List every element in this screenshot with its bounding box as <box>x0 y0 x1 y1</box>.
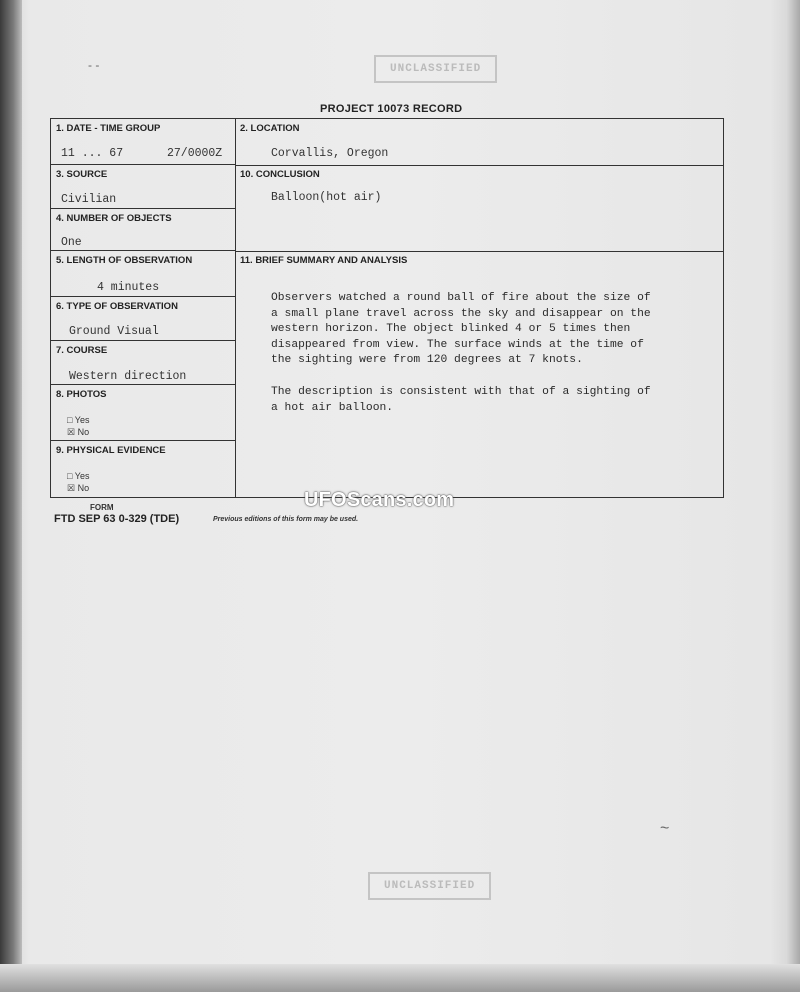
record-form <box>50 118 724 498</box>
ghost-stamp-top: UNCLASSIFIED <box>374 55 497 83</box>
type-of-observation-cell <box>51 297 235 341</box>
date-time-group-label: 1. DATE - TIME GROUP <box>56 123 161 134</box>
length-of-observation-label: 5. LENGTH OF OBSERVATION <box>56 255 193 266</box>
number-of-objects-label: 4. NUMBER OF OBJECTS <box>56 213 172 224</box>
physical-evidence-yes-checkbox: □ Yes <box>67 471 90 481</box>
summary-cell <box>235 251 723 497</box>
pen-mark: ~ <box>660 820 670 837</box>
time-value: 27/0000Z <box>167 147 223 160</box>
scan-right-edge <box>786 0 800 992</box>
source-value: Civilian <box>61 193 117 206</box>
type-of-observation-label: 6. TYPE OF OBSERVATION <box>56 301 178 312</box>
source-label: 3. SOURCE <box>56 169 108 180</box>
number-of-objects-value: One <box>61 236 82 249</box>
footer-form-word: FORM <box>90 503 114 512</box>
length-of-observation-value: 4 minutes <box>97 281 160 294</box>
date-value: 11 ... 67 <box>61 147 124 160</box>
physical-evidence-no-checkbox: ☒ No <box>67 483 90 493</box>
course-value: Western direction <box>69 370 187 383</box>
location-value: Corvallis, Oregon <box>271 147 389 160</box>
location-cell <box>235 119 723 166</box>
ghost-stamp-bottom: UNCLASSIFIED <box>368 872 491 900</box>
photos-label: 8. PHOTOS <box>56 389 107 400</box>
conclusion-cell <box>235 165 723 252</box>
footer-note: Previous editions of this form may be used. <box>213 516 359 523</box>
physical-evidence-label: 9. PHYSICAL EVIDENCE <box>56 445 166 456</box>
summary-paragraph-2: The description is consistent with that of a sighting of a hot air balloon. <box>271 386 651 414</box>
summary-label: 11. BRIEF SUMMARY AND ANALYSIS <box>240 255 408 266</box>
photos-yes-checkbox: □ Yes <box>67 415 90 425</box>
source-cell <box>51 165 235 209</box>
footer-form-code: FTD SEP 63 0-329 (TDE) <box>54 513 180 525</box>
type-of-observation-value: Ground Visual <box>69 325 159 338</box>
length-of-observation-cell <box>51 251 235 297</box>
physical-evidence-cell <box>51 441 235 497</box>
number-of-objects-cell <box>51 209 235 251</box>
course-label: 7. COURSE <box>56 345 108 356</box>
date-time-group-cell <box>51 119 235 165</box>
scan-bottom-shade <box>0 964 800 992</box>
location-label: 2. LOCATION <box>240 123 300 134</box>
summary-paragraph-1: Observers watched a round ball of fire about the size of a small plane travel across the sky and disappear on the western horizon. The object blinked 4 or 5 times then disappeared from view. The surface winds at the time of the sighting were from 120 degrees at 7 knots. <box>271 292 651 366</box>
photos-cell <box>51 385 235 441</box>
scan-binding-edge <box>0 0 22 992</box>
page-title: PROJECT 10073 RECORD <box>320 103 463 115</box>
photos-no-checkbox: ☒ No <box>67 427 90 437</box>
watermark: UFOScans.com <box>304 489 455 511</box>
form-left-column <box>51 119 236 497</box>
course-cell <box>51 341 235 385</box>
pen-mark: - - <box>88 58 100 72</box>
conclusion-value: Balloon(hot air) <box>271 191 382 204</box>
conclusion-label: 10. CONCLUSION <box>240 169 320 180</box>
